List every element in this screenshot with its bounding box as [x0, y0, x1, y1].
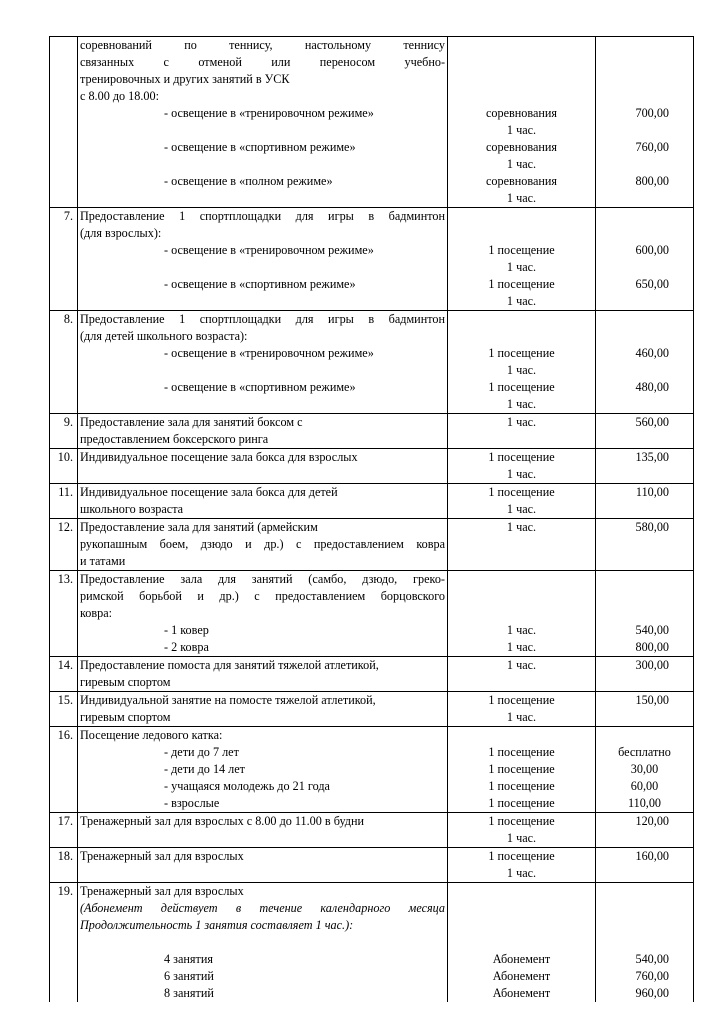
table-row [50, 727, 694, 813]
service-description: Предоставление 1 спортплощадки для игры в бадминтон (для взрослых): - освещение в «тренировочном режиме» - освещение в «спортивном режиме» [78, 208, 448, 311]
unit-cell: 1 час. [448, 519, 596, 571]
service-description: Предоставление зала для занятий (армейским рукопашным боем, дзюдо и др.) с предоставлением ковра и татами [78, 519, 448, 571]
table-row [50, 657, 694, 692]
price-cell: 580,00 [596, 519, 694, 571]
price-cell: 150,00 [596, 692, 694, 727]
service-description: Тренажерный зал для взрослых [78, 848, 448, 883]
price-cell: бесплатно 30,00 60,00 110,00 [596, 727, 694, 813]
price-cell: 120,00 [596, 813, 694, 848]
row-number: 17. [50, 813, 78, 848]
unit-cell: 1 посещение 1 час. [448, 449, 596, 484]
unit-cell: 1 час. [448, 657, 596, 692]
unit-cell: 1 посещение 1 час. 1 посещение 1 час. [448, 208, 596, 311]
subscription-note: (Абонемент действует в течение календарного месяца [80, 901, 445, 915]
table-row [50, 519, 694, 571]
row-number: 18. [50, 848, 78, 883]
service-description: Индивидуальное посещение зала бокса для детей школьного возраста [78, 484, 448, 519]
price-cell: 135,00 [596, 449, 694, 484]
table-row [50, 208, 694, 311]
row-number: 9. [50, 414, 78, 449]
service-description: Предоставление зала для занятий (самбо, дзюдо, греко- римской борьбой и др.) с предоставлением борцовского ковра: - 1 ковер - 2 ковра [78, 571, 448, 657]
service-description: Предоставление зала для занятий боксом с предоставлением боксерского ринга [78, 414, 448, 449]
service-description: Предоставление помоста для занятий тяжелой атлетикой, гиревым спортом [78, 657, 448, 692]
unit-cell: соревнования 1 час. соревнования 1 час. соревнования 1 час. [448, 37, 596, 208]
service-description: Тренажерный зал для взрослых (Абонемент действует в течение календарного месяца Продолжительность 1 занятия составляет 1 час.): 4 занятия 6 занятий 8 занятий [78, 883, 448, 1003]
row-number: 10. [50, 449, 78, 484]
price-cell: 460,00 480,00 [596, 311, 694, 414]
unit-cell: 1 посещение 1 час. [448, 692, 596, 727]
price-cell: 560,00 [596, 414, 694, 449]
table-row [50, 813, 694, 848]
unit-cell: Абонемент Абонемент Абонемент [448, 883, 596, 1003]
service-description: Предоставление 1 спортплощадки для игры в бадминтон (для детей школьного возраста): - освещение в «тренировочном режиме» - освещение в «спортивном режиме» [78, 311, 448, 414]
unit-cell: 1 посещение 1 час. 1 посещение 1 час. [448, 311, 596, 414]
unit-cell: 1 посещение 1 час. [448, 848, 596, 883]
unit-cell: 1 посещение 1 час. [448, 484, 596, 519]
price-cell: 700,00 760,00 800,00 [596, 37, 694, 208]
unit-cell: 1 посещение 1 час. [448, 813, 596, 848]
row-number: 15. [50, 692, 78, 727]
service-description: Тренажерный зал для взрослых с 8.00 до 11.00 в будни [78, 813, 448, 848]
table-row [50, 484, 694, 519]
unit-cell: 1 посещение 1 посещение 1 посещение 1 посещение [448, 727, 596, 813]
row-number: 8. [50, 311, 78, 414]
table-row [50, 883, 694, 1003]
service-description: Посещение ледового катка: - дети до 7 лет - дети до 14 лет - учащаяся молодежь до 21 года - взрослые [78, 727, 448, 813]
table-row [50, 37, 694, 208]
row-number: 7. [50, 208, 78, 311]
price-table [49, 36, 694, 1002]
row-number: 14. [50, 657, 78, 692]
service-description: Индивидуальной занятие на помосте тяжелой атлетикой, гиревым спортом [78, 692, 448, 727]
unit-cell: 1 час. 1 час. [448, 571, 596, 657]
subscription-note: Продолжительность 1 занятия составляет 1 час.): [80, 918, 354, 932]
unit-cell: 1 час. [448, 414, 596, 449]
table-row [50, 414, 694, 449]
row-number: 11. [50, 484, 78, 519]
price-cell: 160,00 [596, 848, 694, 883]
price-cell: 300,00 [596, 657, 694, 692]
service-description: Индивидуальное посещение зала бокса для взрослых [78, 449, 448, 484]
table-row [50, 449, 694, 484]
price-cell: 110,00 [596, 484, 694, 519]
price-cell: 540,00 800,00 [596, 571, 694, 657]
table-row [50, 692, 694, 727]
table-row [50, 311, 694, 414]
row-number: 13. [50, 571, 78, 657]
service-description: соревнований по теннису, настольному теннису связанных с отменой или переносом учебно- тренировочных и других занятий в УСК с 8.00 до 18.00: - освещение в «тренировочном режиме» - освещение в «спортивном режиме» - освещение в «полном режиме» [78, 37, 448, 208]
table-row [50, 848, 694, 883]
row-number: 12. [50, 519, 78, 571]
price-cell: 600,00 650,00 [596, 208, 694, 311]
row-number: 19. [50, 883, 78, 1003]
price-cell: 540,00 760,00 960,00 [596, 883, 694, 1003]
row-number [50, 37, 78, 208]
row-number: 16. [50, 727, 78, 813]
table-row [50, 571, 694, 657]
